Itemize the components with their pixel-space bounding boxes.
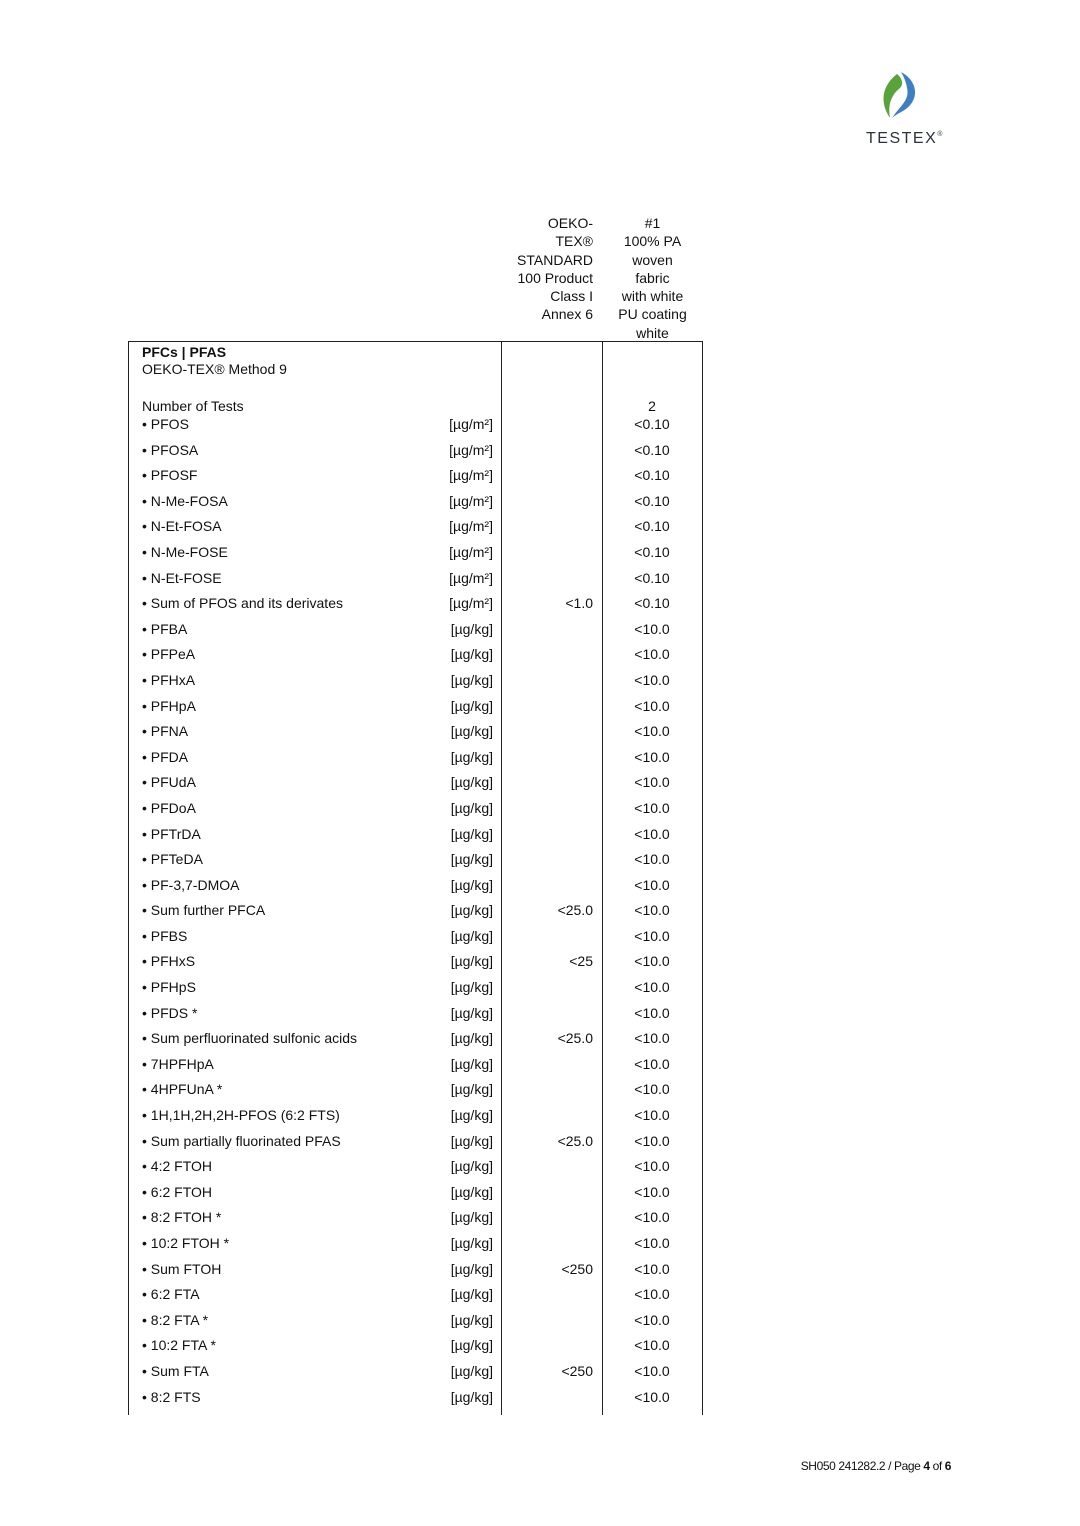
- result-value: <10.0: [634, 671, 670, 688]
- limit-value: <250: [561, 1362, 593, 1379]
- sample-column-header: #1 100% PA woven fabric with white PU coating white: [618, 215, 687, 341]
- unit: [µg/kg]: [450, 979, 493, 996]
- limit-value: <1.0: [565, 595, 593, 612]
- unit: [µg/kg]: [450, 1030, 493, 1047]
- unit: [µg/kg]: [450, 774, 493, 791]
- tests-value: 2: [648, 398, 656, 414]
- table-row: [128, 620, 703, 646]
- unit: [µg/kg]: [450, 723, 493, 740]
- table-row: [128, 876, 703, 902]
- unit: [µg/kg]: [450, 1311, 493, 1328]
- unit: [µg/m²]: [449, 595, 493, 612]
- result-value: <10.0: [634, 1183, 670, 1200]
- tests-label: Number of Tests: [142, 398, 244, 414]
- parameter-name: • PFDA: [142, 748, 189, 765]
- table-row: [128, 1285, 703, 1311]
- table-row: [128, 645, 703, 671]
- parameter-name: • PFPeA: [142, 646, 196, 663]
- unit: [µg/kg]: [450, 1081, 493, 1098]
- table-row: [128, 1311, 703, 1337]
- unit: [µg/kg]: [450, 1132, 493, 1149]
- result-value: <10.0: [634, 1081, 670, 1098]
- parameter-name: • PFUdA: [142, 774, 196, 791]
- table-row: [128, 978, 703, 1004]
- parameter-name: • PFNA: [142, 723, 189, 740]
- unit: [µg/m²]: [449, 416, 493, 432]
- table-row: [128, 466, 703, 492]
- table-row: [128, 517, 703, 543]
- table-row: [128, 825, 703, 851]
- parameter-name: • 8:2 FTS: [142, 1388, 201, 1405]
- report-id: SH050 241282.2: [800, 1459, 886, 1473]
- table-row: [128, 773, 703, 799]
- table-row: [128, 1157, 703, 1183]
- result-value: <10.0: [634, 953, 670, 970]
- parameter-name: • PFBS: [142, 927, 188, 944]
- table-row: [128, 1388, 703, 1414]
- parameter-name: • PFOSA: [142, 441, 199, 458]
- unit: [µg/kg]: [450, 646, 493, 663]
- limit-value: <25.0: [557, 1132, 593, 1149]
- unit: [µg/kg]: [450, 1235, 493, 1251]
- result-value: <10.0: [634, 851, 670, 868]
- table-row: [128, 1004, 703, 1030]
- parameter-name: • Sum FTOH: [142, 1260, 222, 1277]
- testex-logo: [862, 70, 946, 152]
- result-value: <10.0: [634, 1132, 670, 1149]
- result-rows: [128, 415, 703, 1413]
- table-row: [128, 1336, 703, 1362]
- table-row: [128, 697, 703, 723]
- limit-value: <250: [561, 1260, 593, 1277]
- parameter-name: • 10:2 FTOH *: [142, 1235, 230, 1251]
- result-value: <10.0: [634, 1055, 670, 1072]
- table-row: [128, 415, 703, 441]
- result-value: <0.10: [634, 518, 670, 535]
- unit: [µg/kg]: [450, 1286, 493, 1303]
- result-value: <10.0: [634, 620, 670, 637]
- result-value: <0.10: [634, 467, 670, 484]
- page-total: 6: [944, 1459, 951, 1473]
- parameter-name: • Sum partially fluorinated PFAS: [142, 1132, 341, 1149]
- table-row: [128, 1260, 703, 1286]
- unit: [µg/kg]: [450, 748, 493, 765]
- parameter-name: • PFHpS: [142, 979, 196, 996]
- unit: [µg/kg]: [450, 1260, 493, 1277]
- result-value: <10.0: [634, 1388, 670, 1405]
- parameter-name: • Sum perfluorinated sulfonic acids: [142, 1030, 358, 1047]
- table-row: [128, 1362, 703, 1388]
- parameter-name: • 10:2 FTA *: [142, 1337, 216, 1354]
- result-value: <10.0: [634, 1107, 670, 1124]
- table-row: [128, 748, 703, 774]
- table-row: [128, 952, 703, 978]
- standard-column-header: OEKO- TEX® STANDARD 100 Product Class I Annex 6: [517, 215, 593, 323]
- parameter-name: • N-Me-FOSA: [142, 492, 228, 509]
- table-row: [128, 1208, 703, 1234]
- result-value: <10.0: [634, 876, 670, 893]
- section-title: PFCs | PFAS: [142, 344, 227, 360]
- parameter-name: • Sum FTA: [142, 1362, 209, 1379]
- unit: [µg/kg]: [450, 876, 493, 893]
- result-value: <0.10: [634, 492, 670, 509]
- unit: [µg/m²]: [449, 543, 493, 560]
- limit-value: <25.0: [557, 902, 593, 919]
- table-row: [128, 722, 703, 748]
- table-row: [128, 1029, 703, 1055]
- result-value: <10.0: [634, 799, 670, 816]
- unit: [µg/m²]: [449, 492, 493, 509]
- result-value: <10.0: [634, 1286, 670, 1303]
- table-row: [128, 799, 703, 825]
- unit: [µg/kg]: [450, 1107, 493, 1124]
- unit: [µg/kg]: [450, 671, 493, 688]
- unit: [µg/kg]: [450, 1337, 493, 1354]
- table-row: [128, 492, 703, 518]
- parameter-name: • PFHpA: [142, 697, 196, 714]
- result-value: <0.10: [634, 416, 670, 432]
- parameter-name: • Sum of PFOS and its derivates: [142, 595, 343, 612]
- limit-value: <25.0: [557, 1030, 593, 1047]
- limit-value: <25: [569, 953, 593, 970]
- table-row: [128, 1234, 703, 1260]
- table-row: [128, 1080, 703, 1106]
- result-value: <10.0: [634, 1260, 670, 1277]
- result-value: <10.0: [634, 1311, 670, 1328]
- table-row: [128, 1132, 703, 1158]
- table-row: [128, 901, 703, 927]
- unit: [µg/kg]: [450, 1209, 493, 1226]
- testex-flame-icon: [880, 70, 920, 122]
- result-value: <10.0: [634, 774, 670, 791]
- table-row: [128, 671, 703, 697]
- brand-name: TESTEX®: [866, 130, 943, 147]
- table-row: [128, 1055, 703, 1081]
- result-value: <10.0: [634, 1030, 670, 1047]
- parameter-name: • Sum further PFCA: [142, 902, 266, 919]
- result-value: <10.0: [634, 1362, 670, 1379]
- unit: [µg/kg]: [450, 851, 493, 868]
- result-value: <10.0: [634, 646, 670, 663]
- table-row: [128, 594, 703, 620]
- results-table: [128, 341, 703, 1415]
- unit: [µg/kg]: [450, 697, 493, 714]
- parameter-name: • PFDoA: [142, 799, 196, 816]
- parameter-name: • 4:2 FTOH: [142, 1158, 212, 1175]
- parameter-name: • PFTeDA: [142, 851, 203, 868]
- parameter-name: • 7HPFHpA: [142, 1055, 214, 1072]
- unit: [µg/kg]: [450, 1388, 493, 1405]
- table-row: [128, 441, 703, 467]
- result-value: <10.0: [634, 979, 670, 996]
- unit: [µg/kg]: [450, 1183, 493, 1200]
- table-row: [128, 1106, 703, 1132]
- unit: [µg/m²]: [449, 467, 493, 484]
- page-footer: SH050 241282.2 / Page 4 of 6: [800, 1459, 951, 1473]
- result-value: <10.0: [634, 723, 670, 740]
- result-value: <10.0: [634, 1209, 670, 1226]
- parameter-name: • 8:2 FTOH *: [142, 1209, 222, 1226]
- result-value: <0.10: [634, 595, 670, 612]
- unit: [µg/kg]: [450, 953, 493, 970]
- result-value: <10.0: [634, 1004, 670, 1021]
- parameter-name: • 1H,1H,2H,2H-PFOS (6:2 FTS): [142, 1107, 340, 1124]
- table-row: [128, 1183, 703, 1209]
- result-value: <10.0: [634, 825, 670, 842]
- parameter-name: • PFHxA: [142, 671, 196, 688]
- table-row: [128, 543, 703, 569]
- result-value: <10.0: [634, 927, 670, 944]
- parameter-name: • N-Me-FOSE: [142, 543, 228, 560]
- unit: [µg/kg]: [450, 1158, 493, 1175]
- result-value: <10.0: [634, 1337, 670, 1354]
- unit: [µg/kg]: [450, 902, 493, 919]
- parameter-name: • PFHxS: [142, 953, 196, 970]
- parameter-name: • 6:2 FTOH: [142, 1183, 212, 1200]
- table-row: [128, 850, 703, 876]
- parameter-name: • PFBA: [142, 620, 188, 637]
- unit: [µg/kg]: [450, 1362, 493, 1379]
- table-row: [128, 569, 703, 595]
- unit: [µg/kg]: [450, 799, 493, 816]
- result-value: <10.0: [634, 1235, 670, 1251]
- section-method: OEKO-TEX® Method 9: [142, 361, 287, 377]
- unit: [µg/kg]: [450, 620, 493, 637]
- parameter-name: • PFOSF: [142, 467, 198, 484]
- unit: [µg/kg]: [450, 825, 493, 842]
- parameter-name: • 6:2 FTA: [142, 1286, 200, 1303]
- parameter-name: • PFDS *: [142, 1004, 198, 1021]
- unit: [µg/kg]: [450, 1004, 493, 1021]
- parameter-name: • 4HPFUnA *: [142, 1081, 223, 1098]
- parameter-name: • 8:2 FTA *: [142, 1311, 209, 1328]
- table-row: [128, 927, 703, 953]
- unit: [µg/kg]: [450, 1055, 493, 1072]
- result-value: <10.0: [634, 1158, 670, 1175]
- parameter-name: • PFTrDA: [142, 825, 201, 842]
- result-value: <10.0: [634, 697, 670, 714]
- page-number: 4: [923, 1459, 930, 1473]
- unit: [µg/m²]: [449, 441, 493, 458]
- parameter-name: • N-Et-FOSA: [142, 518, 222, 535]
- unit: [µg/m²]: [449, 569, 493, 586]
- result-value: <0.10: [634, 441, 670, 458]
- unit: [µg/kg]: [450, 927, 493, 944]
- result-value: <0.10: [634, 543, 670, 560]
- parameter-name: • PFOS: [142, 416, 189, 432]
- result-value: <0.10: [634, 569, 670, 586]
- parameter-name: • PF-3,7-DMOA: [142, 876, 240, 893]
- result-value: <10.0: [634, 748, 670, 765]
- parameter-name: • N-Et-FOSE: [142, 569, 222, 586]
- unit: [µg/m²]: [449, 518, 493, 535]
- result-value: <10.0: [634, 902, 670, 919]
